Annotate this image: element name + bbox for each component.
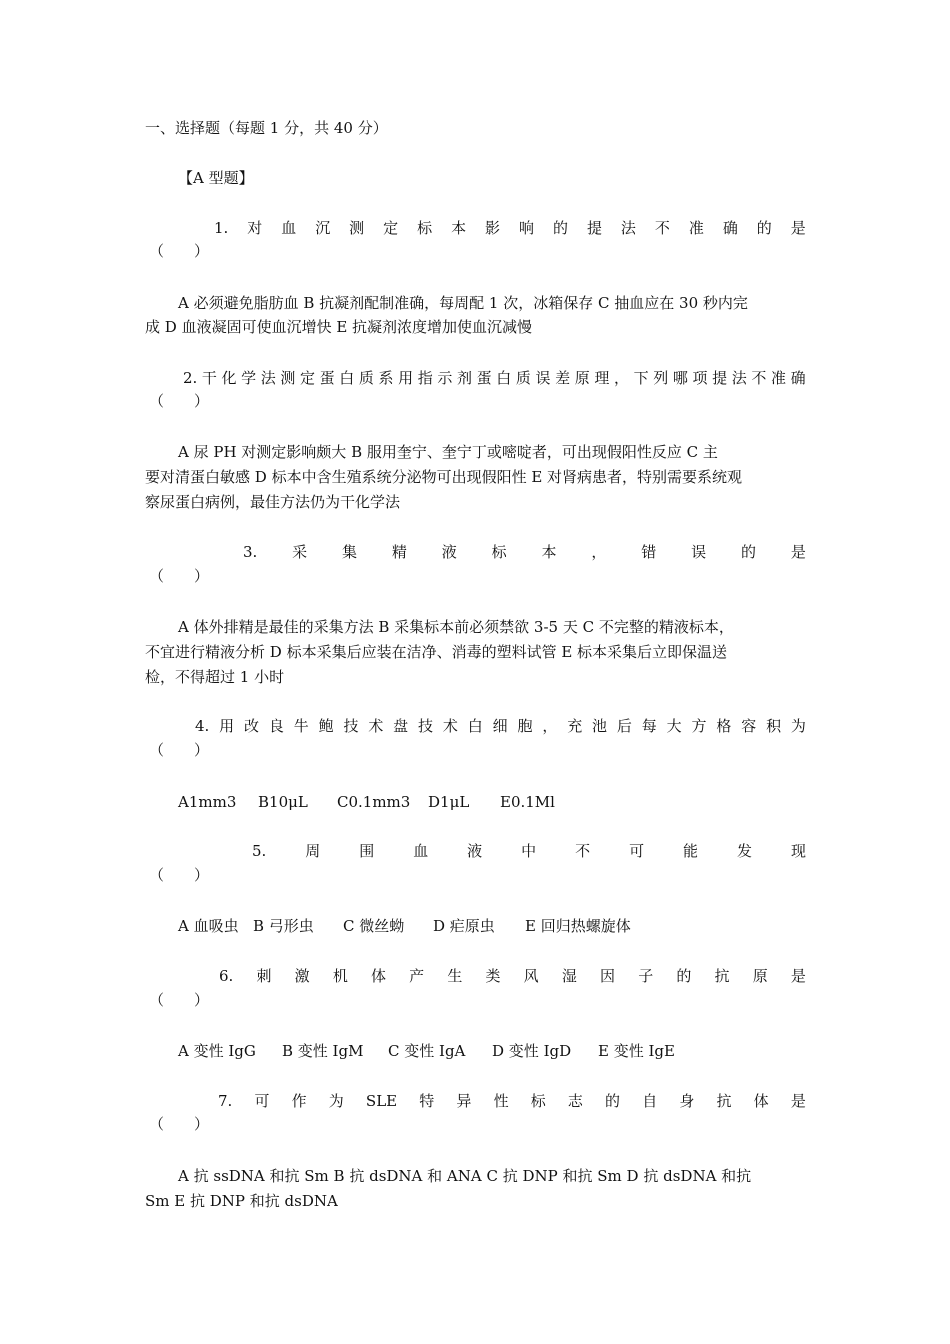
stem-char: 可	[254, 1092, 270, 1110]
stem-char: 是	[790, 543, 806, 561]
stem-char: 干	[201, 369, 217, 387]
stem-char: 作	[291, 1092, 307, 1110]
stem-char: 方	[691, 717, 707, 735]
stem-char: 现	[790, 842, 806, 860]
stem-char: 产	[409, 967, 425, 985]
stem-char: 每	[641, 717, 657, 735]
stem-char: 细	[492, 717, 508, 735]
stem-char: 刺	[256, 967, 272, 985]
stem-char: 血	[413, 842, 429, 860]
stem-char: 4.	[195, 717, 210, 735]
stem-char: 子	[638, 967, 654, 985]
stem-char: 液	[441, 543, 457, 561]
stem-char: 胞	[517, 717, 533, 735]
stem-char: 法	[620, 219, 636, 237]
question-5-stem	[252, 841, 806, 861]
stem-char: 技	[418, 717, 434, 735]
stem-char: 下	[633, 369, 649, 387]
stem-char: 能	[683, 842, 699, 860]
question-6-stem	[219, 966, 806, 986]
question-2-options-line-3: 察尿蛋白病例，最佳方法仍为干化学法	[145, 493, 401, 511]
stem-char: ，	[614, 369, 630, 387]
question-1-paren: （ ）	[149, 242, 210, 260]
stem-char: 质	[358, 369, 374, 387]
stem-char: 质	[515, 369, 531, 387]
stem-char: 5.	[252, 842, 267, 860]
q5-option-b: B 弓形虫	[253, 917, 314, 935]
stem-char: 的	[676, 967, 692, 985]
stem-char: 为	[328, 1092, 344, 1110]
question-4-stem	[195, 716, 806, 736]
question-2-stem	[183, 368, 806, 388]
stem-char: 可	[629, 842, 645, 860]
stem-char: 发	[737, 842, 753, 860]
stem-char: 蛋	[476, 369, 492, 387]
stem-char: 准	[688, 219, 704, 237]
stem-char: 抗	[716, 1092, 732, 1110]
stem-char: 类	[485, 967, 501, 985]
stem-char: 白	[496, 369, 512, 387]
stem-char: 误	[535, 369, 551, 387]
stem-char: 2.	[183, 369, 198, 387]
question-1-stem	[214, 218, 806, 238]
q6-option-b: B 变性 IgM	[282, 1042, 364, 1060]
stem-char: 不	[575, 842, 591, 860]
question-2-options-line-2: 要对清蛋白敏感 D 标本中含生殖系统分泌物可出现假阳性 E 对肾病患者，特别需要系统观	[145, 468, 743, 486]
stem-char: 的	[741, 543, 757, 561]
stem-char: 大	[666, 717, 682, 735]
q4-option-a: A1mm3	[178, 793, 237, 811]
stem-char: 标	[417, 219, 433, 237]
q4-option-c: C0.1mm3	[337, 793, 411, 811]
stem-char: 风	[523, 967, 539, 985]
stem-char: 准	[771, 369, 787, 387]
stem-char: 池	[592, 717, 608, 735]
stem-char: 错	[641, 543, 657, 561]
stem-char: 测	[280, 369, 296, 387]
question-4-options	[178, 792, 555, 812]
stem-char: 牛	[293, 717, 309, 735]
stem-char: 用	[219, 717, 235, 735]
stem-char: 用	[398, 369, 414, 387]
stem-char: 集	[342, 543, 358, 561]
stem-char: 的	[605, 1092, 621, 1110]
stem-char: 积	[766, 717, 782, 735]
stem-char: 体	[370, 967, 386, 985]
question-1-options-line-1: A 必须避免脂肪血 B 抗凝剂配制准确，每周配 1 次，冰箱保存 C 抽血应在 30 秒内完	[178, 294, 748, 312]
stem-char: 3.	[243, 543, 258, 561]
stem-char: 激	[294, 967, 310, 985]
question-7-options-line-2: Sm E 抗 DNP 和抗 dsDNA	[145, 1192, 338, 1210]
stem-char: 不	[751, 369, 767, 387]
stem-char: 是	[790, 219, 806, 237]
stem-char: 志	[567, 1092, 583, 1110]
stem-char: 化	[221, 369, 237, 387]
stem-char: 本	[541, 543, 557, 561]
question-7-options-line-1: A 抗 ssDNA 和抗 Sm B 抗 dsDNA 和 ANA C 抗 DNP 和抗 Sm D 抗 dsDNA 和抗	[178, 1167, 752, 1185]
q4-option-d: D1μL	[428, 793, 470, 811]
question-5-options	[178, 916, 631, 936]
question-3-options-line-3: 检，不得超过 1 小时	[145, 668, 285, 686]
stem-char: 术	[442, 717, 458, 735]
stem-char: 定	[300, 369, 316, 387]
stem-char: 是	[790, 967, 806, 985]
stem-char: 1.	[214, 219, 229, 237]
stem-char: 盘	[393, 717, 409, 735]
q5-option-a: A 血吸虫	[178, 917, 239, 935]
stem-char: 法	[260, 369, 276, 387]
stem-char: 示	[437, 369, 453, 387]
stem-char: 生	[447, 967, 463, 985]
stem-char: 影	[485, 219, 501, 237]
question-3-stem	[243, 542, 806, 562]
stem-char: 液	[467, 842, 483, 860]
stem-char: 白	[467, 717, 483, 735]
stem-char: 容	[741, 717, 757, 735]
stem-char: ，	[591, 543, 607, 561]
stem-char: 测	[349, 219, 365, 237]
stem-char: 因	[600, 967, 616, 985]
stem-char: 围	[359, 842, 375, 860]
stem-char: 定	[383, 219, 399, 237]
question-1-options-line-2: 成 D 血液凝固可使血沉增快 E 抗凝剂浓度增加使血沉减慢	[145, 318, 533, 336]
stem-char: 确	[790, 369, 806, 387]
q6-option-c: C 变性 IgA	[388, 1042, 466, 1060]
stem-char: 鲍	[318, 717, 334, 735]
stem-char: 标	[530, 1092, 546, 1110]
stem-char: 本	[451, 219, 467, 237]
stem-char: 体	[753, 1092, 769, 1110]
stem-char: 技	[343, 717, 359, 735]
stem-char: 抗	[714, 967, 730, 985]
stem-char: 学	[241, 369, 257, 387]
q4-option-b: B10μL	[258, 793, 308, 811]
question-2-paren: （ ）	[149, 392, 210, 410]
stem-char: 是	[790, 1092, 806, 1110]
stem-char: 术	[368, 717, 384, 735]
section-title: 一、选择题（每题 1 分，共 40 分）	[145, 119, 388, 137]
stem-char: 中	[521, 842, 537, 860]
stem-char: 误	[691, 543, 707, 561]
question-5-paren: （ ）	[149, 866, 210, 884]
stem-char: 法	[731, 369, 747, 387]
stem-char: 精	[391, 543, 407, 561]
stem-char: 响	[519, 219, 535, 237]
stem-char: 沉	[315, 219, 331, 237]
stem-char: 列	[653, 369, 669, 387]
question-7-paren: （ ）	[149, 1115, 210, 1133]
stem-char: 异	[456, 1092, 472, 1110]
stem-char: 剂	[457, 369, 473, 387]
q5-option-e: E 回归热螺旋体	[525, 917, 631, 935]
stem-char: 周	[305, 842, 321, 860]
stem-char: 的	[756, 219, 772, 237]
stem-char: 标	[491, 543, 507, 561]
stem-char: 提	[712, 369, 728, 387]
stem-char: 改	[244, 717, 260, 735]
q6-option-d: D 变性 IgD	[492, 1042, 572, 1060]
question-2-options-line-1: A 尿 PH 对测定影响颇大 B 服用奎宁、奎宁丁或嘧啶者，可出现假阳性反应 C 主	[178, 443, 718, 461]
question-4-paren: （ ）	[149, 741, 210, 759]
stem-char: SLE	[365, 1092, 398, 1110]
question-3-options-line-2: 不宜进行精液分析 D 标本采集后应装在洁净、消毒的塑料试管 E 标本采集后立即保温送	[145, 643, 728, 661]
q5-option-c: C 微丝蚴	[343, 917, 405, 935]
question-6-options	[178, 1041, 675, 1061]
stem-char: 不	[654, 219, 670, 237]
stem-char: 血	[281, 219, 297, 237]
stem-char: 特	[419, 1092, 435, 1110]
stem-char: 原	[574, 369, 590, 387]
q6-option-e: E 变性 IgE	[598, 1042, 675, 1060]
q4-option-e: E0.1Ml	[500, 793, 555, 811]
stem-char: ，	[542, 717, 558, 735]
stem-char: 自	[642, 1092, 658, 1110]
stem-char: 系	[378, 369, 394, 387]
stem-char: 采	[292, 543, 308, 561]
stem-char: 为	[790, 717, 806, 735]
stem-char: 6.	[219, 967, 234, 985]
stem-char: 7.	[218, 1092, 233, 1110]
stem-char: 对	[247, 219, 263, 237]
stem-char: 理	[594, 369, 610, 387]
question-7-stem	[218, 1091, 806, 1111]
stem-char: 项	[692, 369, 708, 387]
question-3-options-line-1: A 体外排精是最佳的采集方法 B 采集标本前必须禁欲 3-5 天 C 不完整的精液标本，	[178, 618, 734, 636]
stem-char: 差	[555, 369, 571, 387]
stem-char: 指	[417, 369, 433, 387]
stem-char: 机	[332, 967, 348, 985]
stem-char: 原	[752, 967, 768, 985]
stem-char: 后	[616, 717, 632, 735]
stem-char: 蛋	[319, 369, 335, 387]
stem-char: 白	[339, 369, 355, 387]
stem-char: 哪	[672, 369, 688, 387]
stem-char: 湿	[561, 967, 577, 985]
stem-char: 充	[567, 717, 583, 735]
q6-option-a: A 变性 IgG	[178, 1042, 256, 1060]
stem-char: 性	[493, 1092, 509, 1110]
question-6-paren: （ ）	[149, 991, 210, 1009]
stem-char: 格	[716, 717, 732, 735]
stem-char: 的	[552, 219, 568, 237]
q5-option-d: D 疟原虫	[433, 917, 495, 935]
stem-char: 身	[679, 1092, 695, 1110]
subsection-title: 【A 型题】	[178, 169, 254, 187]
stem-char: 良	[268, 717, 284, 735]
question-3-paren: （ ）	[149, 567, 210, 585]
stem-char: 确	[722, 219, 738, 237]
stem-char: 提	[586, 219, 602, 237]
